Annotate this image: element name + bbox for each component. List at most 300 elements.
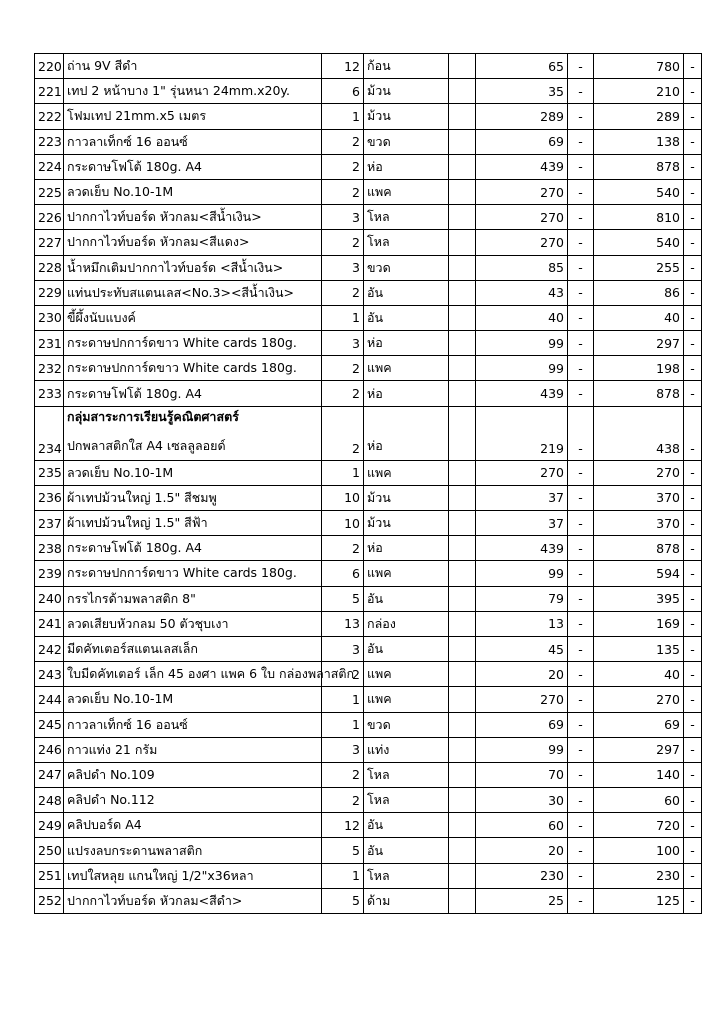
blank-cell bbox=[449, 687, 476, 712]
item-unit: ม้วน bbox=[364, 511, 449, 536]
line-total: 40 bbox=[594, 662, 684, 687]
unit-price-satang: - bbox=[568, 485, 594, 510]
blank-cell bbox=[449, 536, 476, 561]
unit-price-satang: - bbox=[568, 129, 594, 154]
line-total-satang: - bbox=[684, 381, 702, 406]
item-name: ผ้าเทปม้วนใหญ่ 1.5" สีฟ้า bbox=[64, 511, 322, 536]
blank-cell bbox=[449, 356, 476, 381]
line-total-satang: - bbox=[684, 863, 702, 888]
unit-price-satang: - bbox=[568, 406, 594, 460]
unit-price-satang: - bbox=[568, 762, 594, 787]
unit-price: 70 bbox=[476, 762, 568, 787]
item-number: 224 bbox=[35, 154, 64, 179]
item-name: ถ่าน 9V สีดำ bbox=[64, 54, 322, 79]
item-unit: ห่อ bbox=[364, 536, 449, 561]
item-unit: โหล bbox=[364, 863, 449, 888]
item-name: มีดคัทเตอร์สแตนเลสเล็ก bbox=[64, 636, 322, 661]
line-total: 255 bbox=[594, 255, 684, 280]
unit-price-satang: - bbox=[568, 586, 594, 611]
item-unit: ม้วน bbox=[364, 485, 449, 510]
table-row bbox=[35, 511, 702, 536]
item-number: 242 bbox=[35, 636, 64, 661]
unit-price-satang: - bbox=[568, 561, 594, 586]
table-row bbox=[35, 536, 702, 561]
line-total-satang: - bbox=[684, 687, 702, 712]
item-unit: ห่อ bbox=[364, 331, 449, 356]
item-quantity: 3 bbox=[322, 255, 364, 280]
unit-price-satang: - bbox=[568, 636, 594, 661]
item-name: ปากกาไวท์บอร์ด หัวกลม<สีดำ> bbox=[64, 888, 322, 913]
table-row bbox=[35, 687, 702, 712]
line-total: 297 bbox=[594, 737, 684, 762]
item-quantity: 1 bbox=[322, 712, 364, 737]
item-name: กาวลาเท็กซ์ 16 ออนซ์ bbox=[64, 712, 322, 737]
item-quantity: 2 bbox=[322, 406, 364, 460]
item-number: 239 bbox=[35, 561, 64, 586]
item-quantity: 2 bbox=[322, 230, 364, 255]
line-total-satang: - bbox=[684, 662, 702, 687]
blank-cell bbox=[449, 788, 476, 813]
line-total-satang: - bbox=[684, 536, 702, 561]
item-unit: ก้อน bbox=[364, 54, 449, 79]
unit-price-satang: - bbox=[568, 79, 594, 104]
blank-cell bbox=[449, 331, 476, 356]
item-number: 237 bbox=[35, 511, 64, 536]
unit-price-satang: - bbox=[568, 104, 594, 129]
line-total: 540 bbox=[594, 230, 684, 255]
line-total: 878 bbox=[594, 536, 684, 561]
blank-cell bbox=[449, 230, 476, 255]
unit-price-satang: - bbox=[568, 788, 594, 813]
item-unit: ด้าม bbox=[364, 888, 449, 913]
line-total: 69 bbox=[594, 712, 684, 737]
item-name: ใบมีดคัทเตอร์ เล็ก 45 องศา แพค 6 ใบ กล่องพลาสติก bbox=[64, 662, 322, 687]
unit-price-satang: - bbox=[568, 356, 594, 381]
item-name: ผ้าเทปม้วนใหญ่ 1.5" สีชมพู bbox=[64, 485, 322, 510]
item-name: กระดาษโฟโต้ 180g. A4 bbox=[64, 381, 322, 406]
line-total: 370 bbox=[594, 485, 684, 510]
line-total-satang: - bbox=[684, 737, 702, 762]
item-quantity: 1 bbox=[322, 460, 364, 485]
unit-price: 65 bbox=[476, 54, 568, 79]
item-quantity: 3 bbox=[322, 737, 364, 762]
item-quantity: 1 bbox=[322, 305, 364, 330]
unit-price-satang: - bbox=[568, 280, 594, 305]
unit-price: 289 bbox=[476, 104, 568, 129]
blank-cell bbox=[449, 863, 476, 888]
table-row bbox=[35, 762, 702, 787]
item-unit: แท่ง bbox=[364, 737, 449, 762]
item-name: ลวดเย็บ No.10-1M bbox=[64, 687, 322, 712]
blank-cell bbox=[449, 406, 476, 460]
item-quantity: 5 bbox=[322, 838, 364, 863]
blank-cell bbox=[449, 79, 476, 104]
line-total: 40 bbox=[594, 305, 684, 330]
unit-price: 69 bbox=[476, 129, 568, 154]
item-number: 238 bbox=[35, 536, 64, 561]
item-name: คลิปดำ No.109 bbox=[64, 762, 322, 787]
line-total: 878 bbox=[594, 154, 684, 179]
line-total-satang: - bbox=[684, 511, 702, 536]
table-row bbox=[35, 888, 702, 913]
table-row bbox=[35, 813, 702, 838]
line-total-satang: - bbox=[684, 230, 702, 255]
table-row bbox=[35, 863, 702, 888]
blank-cell bbox=[449, 813, 476, 838]
unit-price: 99 bbox=[476, 737, 568, 762]
line-total: 270 bbox=[594, 687, 684, 712]
item-number: 250 bbox=[35, 838, 64, 863]
item-quantity: 5 bbox=[322, 888, 364, 913]
blank-cell bbox=[449, 712, 476, 737]
unit-price: 69 bbox=[476, 712, 568, 737]
item-quantity: 2 bbox=[322, 788, 364, 813]
blank-cell bbox=[449, 888, 476, 913]
item-number: 226 bbox=[35, 205, 64, 230]
unit-price: 20 bbox=[476, 838, 568, 863]
line-total: 810 bbox=[594, 205, 684, 230]
group-heading: กลุ่มสาระการเรียนรู้คณิตศาสตร์ bbox=[67, 408, 239, 424]
item-name: ลวดเย็บ No.10-1M bbox=[64, 460, 322, 485]
blank-cell bbox=[449, 381, 476, 406]
blank-cell bbox=[449, 511, 476, 536]
line-total: 100 bbox=[594, 838, 684, 863]
table-row bbox=[35, 838, 702, 863]
item-number: 225 bbox=[35, 179, 64, 204]
unit-price-satang: - bbox=[568, 230, 594, 255]
line-total: 138 bbox=[594, 129, 684, 154]
line-total-satang: - bbox=[684, 280, 702, 305]
item-number: 246 bbox=[35, 737, 64, 762]
unit-price: 37 bbox=[476, 511, 568, 536]
unit-price: 13 bbox=[476, 611, 568, 636]
item-quantity: 6 bbox=[322, 79, 364, 104]
item-name: น้ำหมึกเติมปากกาไวท์บอร์ด <สีน้ำเงิน> bbox=[64, 255, 322, 280]
table-row bbox=[35, 230, 702, 255]
table-row bbox=[35, 712, 702, 737]
table-row bbox=[35, 154, 702, 179]
item-name: กาวลาเท็กซ์ 16 ออนซ์ bbox=[64, 129, 322, 154]
line-total-satang: - bbox=[684, 838, 702, 863]
line-total: 594 bbox=[594, 561, 684, 586]
item-name: ขี้ผึ้งนับแบงค์ bbox=[64, 305, 322, 330]
item-unit: อัน bbox=[364, 636, 449, 661]
unit-price-satang: - bbox=[568, 154, 594, 179]
item-unit: โหล bbox=[364, 230, 449, 255]
blank-cell bbox=[449, 561, 476, 586]
table-row bbox=[35, 331, 702, 356]
unit-price: 99 bbox=[476, 561, 568, 586]
item-number: 240 bbox=[35, 586, 64, 611]
unit-price-satang: - bbox=[568, 662, 594, 687]
unit-price: 25 bbox=[476, 888, 568, 913]
item-name: กระดาษปกการ์ดขาว White cards 180g. bbox=[64, 331, 322, 356]
item-unit: โหล bbox=[364, 788, 449, 813]
unit-price: 40 bbox=[476, 305, 568, 330]
item-number: 236 bbox=[35, 485, 64, 510]
item-quantity: 5 bbox=[322, 586, 364, 611]
unit-price: 43 bbox=[476, 280, 568, 305]
unit-price: 270 bbox=[476, 687, 568, 712]
table-row bbox=[35, 636, 702, 661]
item-quantity: 2 bbox=[322, 662, 364, 687]
blank-cell bbox=[449, 179, 476, 204]
line-total-satang: - bbox=[684, 712, 702, 737]
line-total-satang: - bbox=[684, 356, 702, 381]
item-quantity: 2 bbox=[322, 280, 364, 305]
unit-price-satang: - bbox=[568, 813, 594, 838]
item-number: 235 bbox=[35, 460, 64, 485]
item-name: แปรงลบกระดานพลาสติก bbox=[64, 838, 322, 863]
unit-price-satang: - bbox=[568, 687, 594, 712]
item-unit: แพค bbox=[364, 687, 449, 712]
unit-price-satang: - bbox=[568, 255, 594, 280]
item-number: 241 bbox=[35, 611, 64, 636]
item-unit: อัน bbox=[364, 305, 449, 330]
unit-price: 219 bbox=[476, 406, 568, 460]
item-number: 243 bbox=[35, 662, 64, 687]
item-quantity: 2 bbox=[322, 129, 364, 154]
item-number: 247 bbox=[35, 762, 64, 787]
item-unit: ม้วน bbox=[364, 104, 449, 129]
item-name: กระดาษโฟโต้ 180g. A4 bbox=[64, 536, 322, 561]
item-quantity: 2 bbox=[322, 536, 364, 561]
item-quantity: 2 bbox=[322, 179, 364, 204]
item-quantity: 12 bbox=[322, 54, 364, 79]
item-number: 221 bbox=[35, 79, 64, 104]
table-row bbox=[35, 485, 702, 510]
unit-price: 230 bbox=[476, 863, 568, 888]
item-number: 227 bbox=[35, 230, 64, 255]
item-number: 229 bbox=[35, 280, 64, 305]
item-name: ปากกาไวท์บอร์ด หัวกลม<สีแดง> bbox=[64, 230, 322, 255]
item-quantity: 3 bbox=[322, 331, 364, 356]
unit-price-satang: - bbox=[568, 863, 594, 888]
line-total-satang: - bbox=[684, 788, 702, 813]
line-total-satang: - bbox=[684, 636, 702, 661]
line-total: 86 bbox=[594, 280, 684, 305]
unit-price: 20 bbox=[476, 662, 568, 687]
line-total-satang: - bbox=[684, 813, 702, 838]
line-total: 370 bbox=[594, 511, 684, 536]
line-total: 140 bbox=[594, 762, 684, 787]
table-row bbox=[35, 406, 702, 460]
item-quantity: 6 bbox=[322, 561, 364, 586]
item-number: 234 bbox=[35, 406, 64, 460]
line-total-satang: - bbox=[684, 205, 702, 230]
item-quantity: 1 bbox=[322, 863, 364, 888]
unit-price: 85 bbox=[476, 255, 568, 280]
line-total: 878 bbox=[594, 381, 684, 406]
line-total-satang: - bbox=[684, 54, 702, 79]
item-number: 245 bbox=[35, 712, 64, 737]
line-total-satang: - bbox=[684, 586, 702, 611]
line-total-satang: - bbox=[684, 888, 702, 913]
item-quantity: 3 bbox=[322, 205, 364, 230]
blank-cell bbox=[449, 485, 476, 510]
table-row bbox=[35, 255, 702, 280]
item-name: กาวแท่ง 21 กรัม bbox=[64, 737, 322, 762]
item-name: กระดาษปกการ์ดขาว White cards 180g. bbox=[64, 356, 322, 381]
unit-price-satang: - bbox=[568, 611, 594, 636]
blank-cell bbox=[449, 154, 476, 179]
unit-price-satang: - bbox=[568, 54, 594, 79]
line-total-satang: - bbox=[684, 104, 702, 129]
blank-cell bbox=[449, 205, 476, 230]
item-number: 232 bbox=[35, 356, 64, 381]
blank-cell bbox=[449, 129, 476, 154]
item-unit: กล่อง bbox=[364, 611, 449, 636]
blank-cell bbox=[449, 460, 476, 485]
unit-price: 45 bbox=[476, 636, 568, 661]
unit-price-satang: - bbox=[568, 737, 594, 762]
line-total-satang: - bbox=[684, 762, 702, 787]
table-row bbox=[35, 737, 702, 762]
item-number: 222 bbox=[35, 104, 64, 129]
item-quantity: 12 bbox=[322, 813, 364, 838]
item-quantity: 13 bbox=[322, 611, 364, 636]
table-row bbox=[35, 205, 702, 230]
item-unit: ห่อ bbox=[364, 381, 449, 406]
item-quantity: 3 bbox=[322, 636, 364, 661]
unit-price: 30 bbox=[476, 788, 568, 813]
table-row bbox=[35, 179, 702, 204]
table-row bbox=[35, 611, 702, 636]
table-row bbox=[35, 79, 702, 104]
line-total-satang: - bbox=[684, 485, 702, 510]
line-total: 270 bbox=[594, 460, 684, 485]
item-name: เทปใสหลุย แกนใหญ่ 1/2"x36หลา bbox=[64, 863, 322, 888]
item-name: คลิปดำ No.112 bbox=[64, 788, 322, 813]
unit-price-satang: - bbox=[568, 536, 594, 561]
unit-price: 270 bbox=[476, 179, 568, 204]
line-total-satang: - bbox=[684, 129, 702, 154]
item-quantity: 2 bbox=[322, 356, 364, 381]
items-table bbox=[34, 53, 702, 914]
item-number: 249 bbox=[35, 813, 64, 838]
item-name: ลวดเย็บ No.10-1M bbox=[64, 179, 322, 204]
item-number: 244 bbox=[35, 687, 64, 712]
item-name: เทป 2 หน้าบาง 1" รุ่นหนา 24mm.x20y. bbox=[64, 79, 322, 104]
item-number: 223 bbox=[35, 129, 64, 154]
unit-price-satang: - bbox=[568, 460, 594, 485]
blank-cell bbox=[449, 737, 476, 762]
line-total: 289 bbox=[594, 104, 684, 129]
table-row bbox=[35, 586, 702, 611]
blank-cell bbox=[449, 255, 476, 280]
item-name: แท่นประทับสแตนเลส<No.3><สีน้ำเงิน> bbox=[64, 280, 322, 305]
item-unit: โหล bbox=[364, 762, 449, 787]
item-name: กรรไกรด้ามพลาสติก 8" bbox=[64, 586, 322, 611]
item-unit: อัน bbox=[364, 838, 449, 863]
item-unit: อัน bbox=[364, 586, 449, 611]
blank-cell bbox=[449, 586, 476, 611]
unit-price: 37 bbox=[476, 485, 568, 510]
table-row bbox=[35, 305, 702, 330]
item-number: 228 bbox=[35, 255, 64, 280]
line-total: 297 bbox=[594, 331, 684, 356]
table-row bbox=[35, 356, 702, 381]
line-total-satang: - bbox=[684, 255, 702, 280]
line-total: 438 bbox=[594, 406, 684, 460]
unit-price: 79 bbox=[476, 586, 568, 611]
item-unit: แพค bbox=[364, 561, 449, 586]
item-unit: แพค bbox=[364, 460, 449, 485]
item-quantity: 2 bbox=[322, 154, 364, 179]
blank-cell bbox=[449, 662, 476, 687]
table-row bbox=[35, 280, 702, 305]
item-number: 251 bbox=[35, 863, 64, 888]
line-total: 540 bbox=[594, 179, 684, 204]
blank-cell bbox=[449, 611, 476, 636]
item-unit: แพค bbox=[364, 179, 449, 204]
blank-cell bbox=[449, 762, 476, 787]
line-total-satang: - bbox=[684, 561, 702, 586]
item-unit: ม้วน bbox=[364, 79, 449, 104]
item-quantity: 2 bbox=[322, 381, 364, 406]
line-total: 198 bbox=[594, 356, 684, 381]
item-number: 248 bbox=[35, 788, 64, 813]
table-row bbox=[35, 662, 702, 687]
blank-cell bbox=[449, 305, 476, 330]
unit-price: 60 bbox=[476, 813, 568, 838]
line-total-satang: - bbox=[684, 154, 702, 179]
unit-price: 270 bbox=[476, 460, 568, 485]
table-row bbox=[35, 104, 702, 129]
line-total-satang: - bbox=[684, 611, 702, 636]
unit-price-satang: - bbox=[568, 179, 594, 204]
item-name: ลวดเสียบหัวกลม 50 ตัวชุบเงา bbox=[64, 611, 322, 636]
item-name: กระดาษปกการ์ดขาว White cards 180g. bbox=[64, 561, 322, 586]
table-row bbox=[35, 129, 702, 154]
line-total-satang: - bbox=[684, 331, 702, 356]
line-total: 125 bbox=[594, 888, 684, 913]
item-number: 233 bbox=[35, 381, 64, 406]
item-unit: ห่อ bbox=[364, 406, 449, 460]
unit-price-satang: - bbox=[568, 331, 594, 356]
unit-price: 439 bbox=[476, 536, 568, 561]
line-total: 169 bbox=[594, 611, 684, 636]
item-unit: อัน bbox=[364, 280, 449, 305]
blank-cell bbox=[449, 54, 476, 79]
item-unit: ขวด bbox=[364, 712, 449, 737]
item-quantity: 10 bbox=[322, 485, 364, 510]
table-row bbox=[35, 381, 702, 406]
line-total: 60 bbox=[594, 788, 684, 813]
line-total-satang: - bbox=[684, 460, 702, 485]
item-name: คลิปบอร์ด A4 bbox=[64, 813, 322, 838]
item-unit: แพค bbox=[364, 662, 449, 687]
item-number: 220 bbox=[35, 54, 64, 79]
blank-cell bbox=[449, 104, 476, 129]
line-total-satang: - bbox=[684, 406, 702, 460]
line-total: 720 bbox=[594, 813, 684, 838]
table-body bbox=[35, 54, 702, 914]
unit-price: 439 bbox=[476, 381, 568, 406]
unit-price: 439 bbox=[476, 154, 568, 179]
table-row bbox=[35, 788, 702, 813]
item-quantity: 1 bbox=[322, 104, 364, 129]
blank-cell bbox=[449, 838, 476, 863]
item-unit: ห่อ bbox=[364, 154, 449, 179]
unit-price: 99 bbox=[476, 356, 568, 381]
unit-price-satang: - bbox=[568, 205, 594, 230]
blank-cell bbox=[449, 636, 476, 661]
line-total: 395 bbox=[594, 586, 684, 611]
line-total: 230 bbox=[594, 863, 684, 888]
item-unit: อัน bbox=[364, 813, 449, 838]
unit-price-satang: - bbox=[568, 511, 594, 536]
